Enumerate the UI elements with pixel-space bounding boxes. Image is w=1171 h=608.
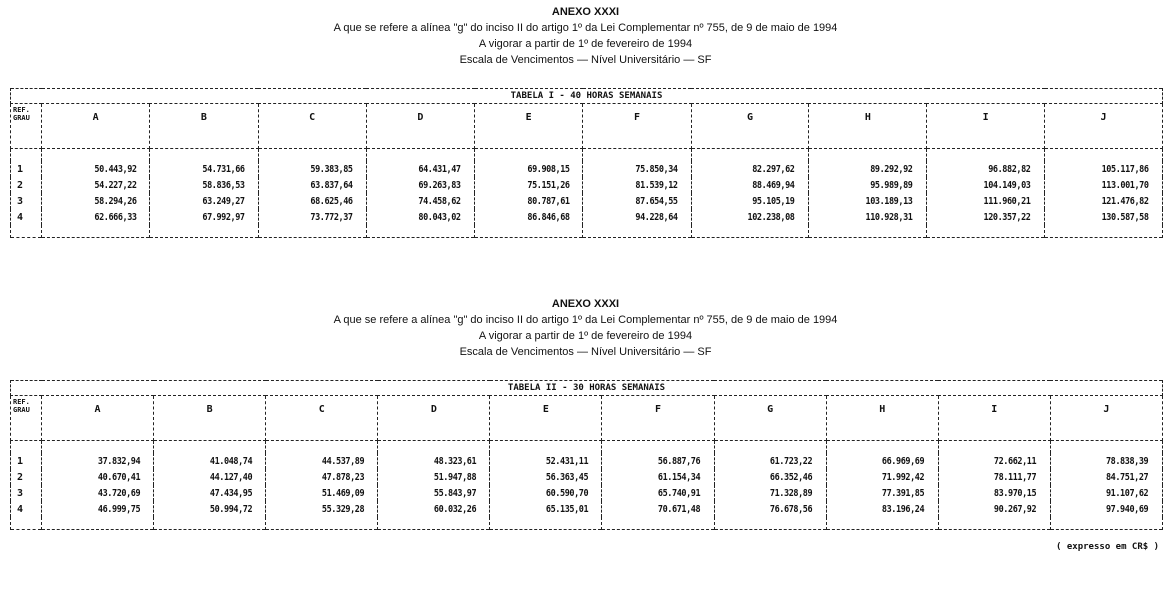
grau-cell: 4 [11, 501, 42, 517]
value-cell: 73.772,37 [266, 209, 358, 225]
table-row [11, 501, 1163, 517]
value-cell: 50.994,72 [162, 501, 257, 517]
value-cell: 58.294,26 [50, 193, 142, 209]
value-cell: 67.992,97 [158, 209, 250, 225]
value-cell: 48.323,61 [386, 453, 481, 469]
value-cell: 62.666,33 [50, 209, 142, 225]
table-row [11, 177, 1163, 193]
value-cell: 69.263,83 [374, 177, 466, 193]
value-cell: 96.882,82 [936, 161, 1036, 177]
annex-title: ANEXO XXXI [551, 6, 620, 18]
value-cell: 81.539,12 [591, 177, 683, 193]
value-cell: 47.878,23 [274, 469, 369, 485]
value-cell: 74.458,62 [374, 193, 466, 209]
value-cell: 60.590,70 [498, 485, 593, 501]
value-cell: 86.846,68 [483, 209, 575, 225]
value-cell: 87.654,55 [591, 193, 683, 209]
value-cell: 56.887,76 [610, 453, 705, 469]
value-cell: 52.431,11 [498, 453, 593, 469]
value-cell: 77.391,85 [835, 485, 930, 501]
salary-table-1 [10, 88, 1163, 238]
value-cell: 41.048,74 [162, 453, 257, 469]
value-cell: 104.149,03 [936, 177, 1036, 193]
value-cell: 95.989,89 [818, 177, 918, 193]
grau-cell: 4 [11, 209, 42, 225]
column-header: I [927, 104, 1045, 149]
currency-note: ( expresso em CR$ ) [1056, 542, 1159, 552]
value-cell: 51.469,09 [274, 485, 369, 501]
value-cell: 105.117,86 [1053, 161, 1153, 177]
value-cell: 47.434,95 [162, 485, 257, 501]
value-cell: 70.671,48 [610, 501, 705, 517]
annex-line3: Escala de Vencimentos — Nível Universitário — SF [459, 346, 712, 358]
value-cell: 97.940,69 [1059, 501, 1154, 517]
value-cell: 83.196,24 [835, 501, 930, 517]
value-cell: 121.476,82 [1053, 193, 1153, 209]
value-cell: 56.363,45 [498, 469, 593, 485]
value-cell: 59.383,85 [266, 161, 358, 177]
table-row [11, 193, 1163, 209]
value-cell: 58.836,53 [158, 177, 250, 193]
value-cell: 88.469,94 [700, 177, 800, 193]
value-cell: 61.723,22 [722, 453, 817, 469]
column-header: A [42, 104, 150, 149]
table-row [11, 161, 1163, 177]
table-title: TABELA I - 40 HORAS SEMANAIS [11, 89, 1163, 104]
value-cell: 54.731,66 [158, 161, 250, 177]
value-cell: 43.720,69 [50, 485, 145, 501]
column-header: C [258, 104, 366, 149]
value-cell: 61.154,34 [610, 469, 705, 485]
column-header: C [266, 396, 378, 441]
value-cell: 111.960,21 [936, 193, 1036, 209]
annex-header-1 [0, 4, 1171, 68]
annex-line1: A que se refere a alínea "g" do inciso II do artigo 1º da Lei Complementar nº 755, de 9 de maio de 1994 [333, 22, 838, 34]
column-header: J [1050, 396, 1162, 441]
value-cell: 54.227,22 [50, 177, 142, 193]
value-cell: 95.105,19 [700, 193, 800, 209]
value-cell: 65.740,91 [610, 485, 705, 501]
column-header: I [938, 396, 1050, 441]
value-cell: 37.832,94 [50, 453, 145, 469]
value-cell: 66.969,69 [835, 453, 930, 469]
column-header: D [378, 396, 490, 441]
table-row [11, 485, 1163, 501]
value-cell: 83.970,15 [947, 485, 1042, 501]
column-header: B [154, 396, 266, 441]
value-cell: 90.267,92 [947, 501, 1042, 517]
value-cell: 68.625,46 [266, 193, 358, 209]
column-header: J [1045, 104, 1163, 149]
annex-line3: Escala de Vencimentos — Nível Universitário — SF [459, 54, 712, 66]
value-cell: 78.111,77 [947, 469, 1042, 485]
value-cell: 40.670,41 [50, 469, 145, 485]
grau-cell: 1 [11, 161, 42, 177]
column-header: B [150, 104, 258, 149]
grau-cell: 3 [11, 193, 42, 209]
value-cell: 64.431,47 [374, 161, 466, 177]
table-row [11, 209, 1163, 225]
annex-line2: A vigorar a partir de 1º de fevereiro de 1994 [478, 330, 693, 342]
column-header: F [602, 396, 714, 441]
annex-line1: A que se refere a alínea "g" do inciso II do artigo 1º da Lei Complementar nº 755, de 9 de maio de 1994 [333, 314, 838, 326]
value-cell: 78.838,39 [1059, 453, 1154, 469]
value-cell: 60.032,26 [386, 501, 481, 517]
column-header: F [583, 104, 691, 149]
value-cell: 55.843,97 [386, 485, 481, 501]
table-title: TABELA II - 30 HORAS SEMANAIS [11, 381, 1163, 396]
value-cell: 55.329,28 [274, 501, 369, 517]
value-cell: 102.238,08 [700, 209, 800, 225]
salary-table-2 [10, 380, 1163, 530]
value-cell: 91.107,62 [1059, 485, 1154, 501]
grau-cell: 2 [11, 177, 42, 193]
grau-cell: 1 [11, 453, 42, 469]
value-cell: 63.249,27 [158, 193, 250, 209]
value-cell: 80.787,61 [483, 193, 575, 209]
value-cell: 113.001,70 [1053, 177, 1153, 193]
value-cell: 75.151,26 [483, 177, 575, 193]
value-cell: 71.328,89 [722, 485, 817, 501]
table-row [11, 469, 1163, 485]
annex-header-2 [0, 296, 1171, 360]
value-cell: 76.678,56 [722, 501, 817, 517]
value-cell: 66.352,46 [722, 469, 817, 485]
column-header: A [42, 396, 154, 441]
column-header: H [809, 104, 927, 149]
column-header: D [366, 104, 474, 149]
column-header: H [826, 396, 938, 441]
value-cell: 89.292,92 [818, 161, 918, 177]
value-cell: 63.837,64 [266, 177, 358, 193]
ref-grau-header: REF. GRAU [11, 396, 42, 441]
value-cell: 84.751,27 [1059, 469, 1154, 485]
value-cell: 103.189,13 [818, 193, 918, 209]
value-cell: 110.928,31 [818, 209, 918, 225]
value-cell: 44.537,89 [274, 453, 369, 469]
value-cell: 69.908,15 [483, 161, 575, 177]
value-cell: 51.947,88 [386, 469, 481, 485]
value-cell: 94.228,64 [591, 209, 683, 225]
value-cell: 71.992,42 [835, 469, 930, 485]
ref-grau-header: REF. GRAU [11, 104, 42, 149]
value-cell: 65.135,01 [498, 501, 593, 517]
value-cell: 130.587,58 [1053, 209, 1153, 225]
value-cell: 72.662,11 [947, 453, 1042, 469]
value-cell: 44.127,40 [162, 469, 257, 485]
value-cell: 75.850,34 [591, 161, 683, 177]
annex-title: ANEXO XXXI [551, 298, 620, 310]
table-row [11, 453, 1163, 469]
column-header: E [475, 104, 583, 149]
grau-cell: 3 [11, 485, 42, 501]
column-header: E [490, 396, 602, 441]
value-cell: 50.443,92 [50, 161, 142, 177]
annex-line2: A vigorar a partir de 1º de fevereiro de 1994 [478, 38, 693, 50]
value-cell: 82.297,62 [700, 161, 800, 177]
column-header: G [691, 104, 809, 149]
column-header: G [714, 396, 826, 441]
value-cell: 80.043,02 [374, 209, 466, 225]
grau-cell: 2 [11, 469, 42, 485]
value-cell: 46.999,75 [50, 501, 145, 517]
value-cell: 120.357,22 [936, 209, 1036, 225]
